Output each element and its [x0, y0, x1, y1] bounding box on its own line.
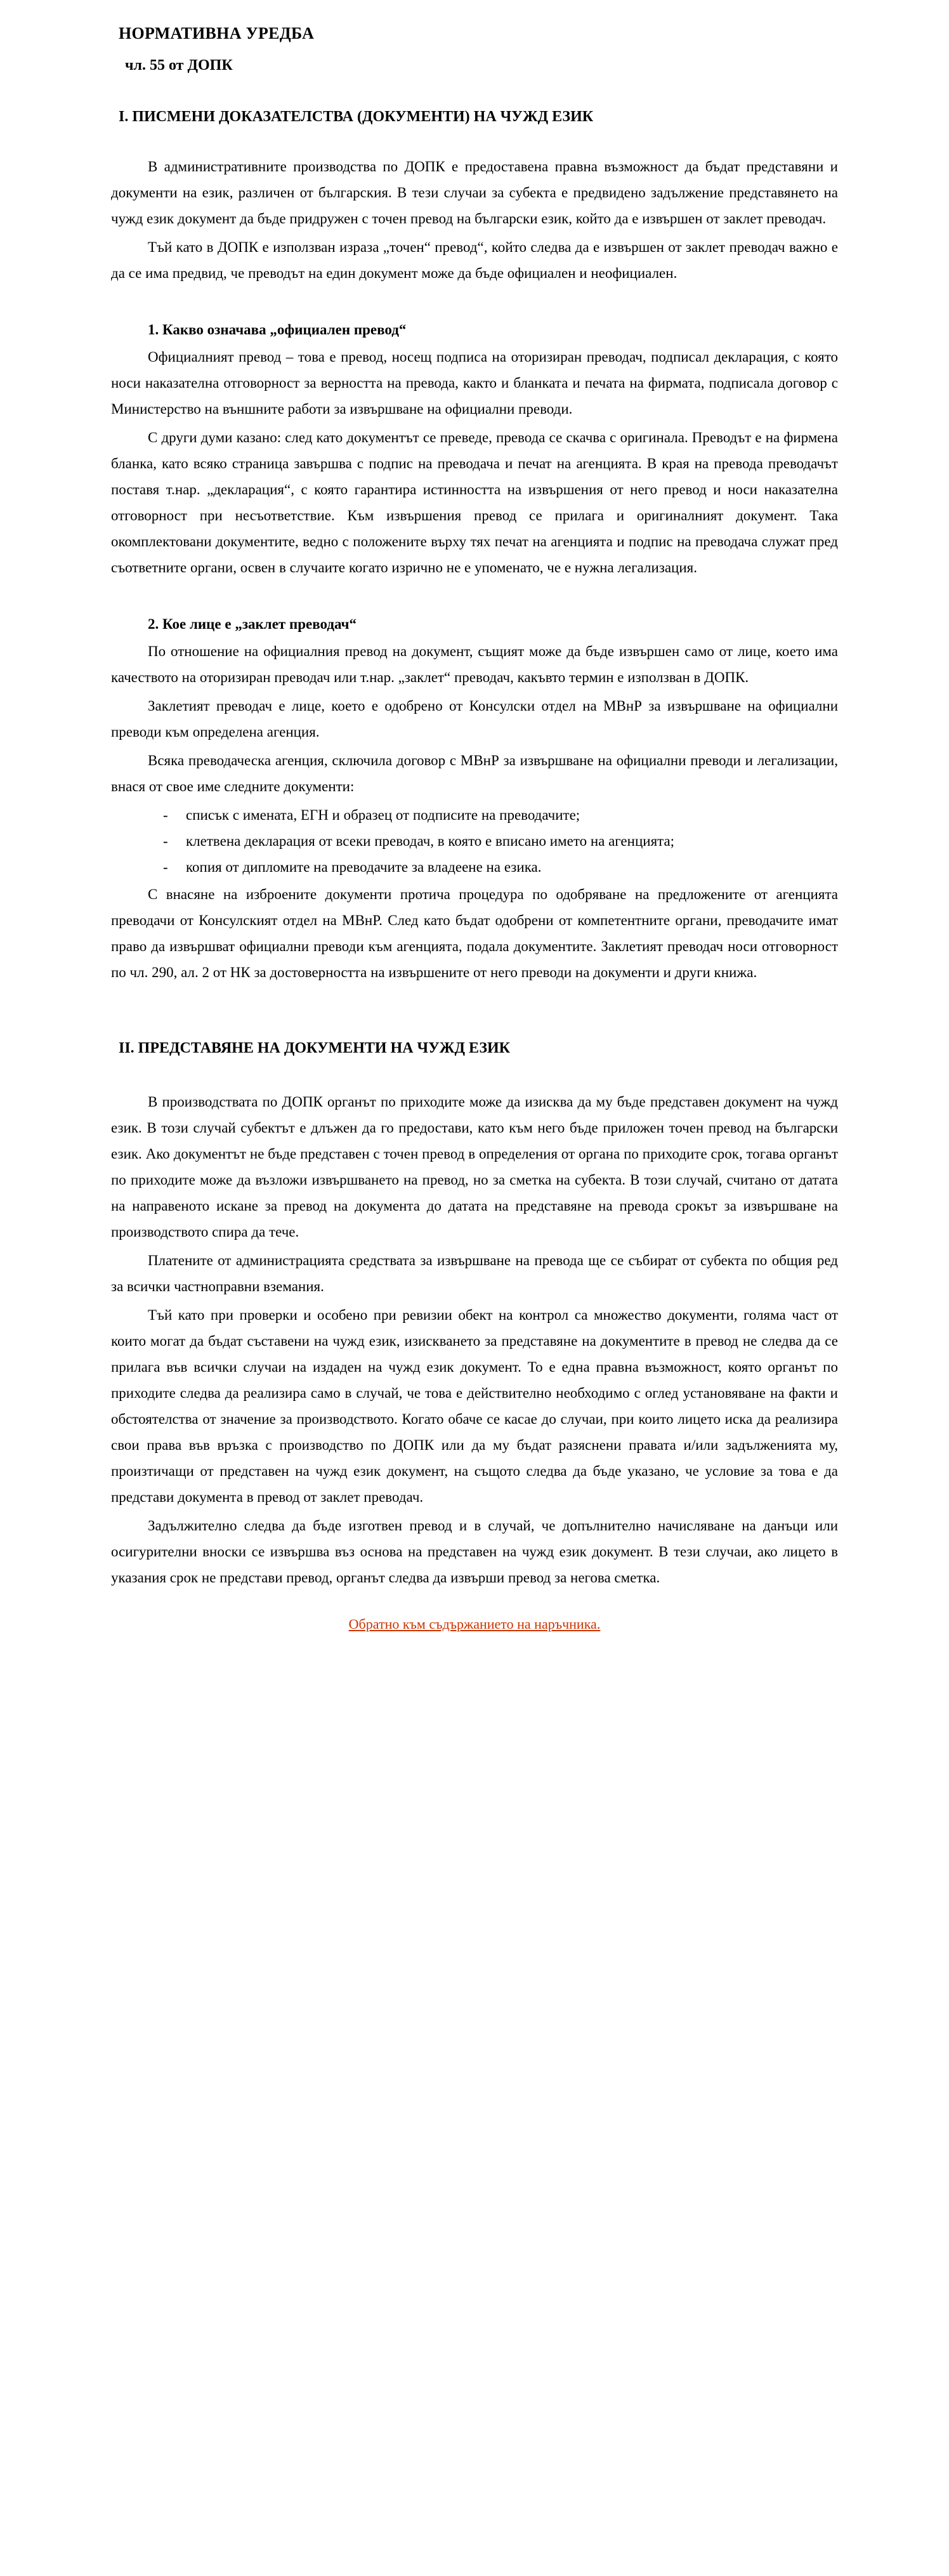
- subsection-1-heading: 1. Какво означава „официален превод“: [148, 322, 407, 338]
- paragraph: Тъй като в ДОПК е използван изразa „точен“ превод“, който следва да е извършен от заклет преводач важно е да се има предвид, че преводът на един документ може да бъде официален и неофициален.: [111, 239, 838, 281]
- footer-back-link-wrapper: [111, 1616, 838, 1633]
- page-subtitle: чл. 55 от ДОПК: [125, 57, 233, 74]
- paragraph: Официалният превод – това е превод, носещ подписа на оторизиран преводач, подписал декларация, с която носи наказателна отговорност за верността на превода, както и бланката и печата на фирмата, подписала договор с Министерство на външните работи за извършване на официални преводи.: [111, 349, 838, 417]
- paragraph: Всяка преводаческа агенция, сключила договор с МВнР за извършване на официални преводи и легализации, внася от свое име следните документи:: [111, 752, 838, 794]
- back-to-contents-link[interactable]: Обратно към съдържанието на наръчника.: [348, 1616, 601, 1632]
- dash-bullet-icon: -: [163, 859, 168, 875]
- section-1-heading: I. ПИСМЕНИ ДОКАЗАТЕЛСТВА (ДОКУМЕНТИ) НА ЧУЖД ЕЗИК: [119, 108, 594, 125]
- dash-bullet-icon: -: [163, 833, 168, 849]
- paragraph: Тъй като при проверки и особено при ревизии обект на контрол са множество документи, голяма част от които могат да бъдат съставени на чужд език, изискването за представяне на документите в превод не следва да се прилага във всички случаи на издаден на чужд език документ. То е една правна възможност, която органът по приходите следва да реализира само в случай, че това е действително необходимо с оглед установяване на факти и обстоятелства от значение за производството. Когато обаче се касае до случаи, при които лицето иска да реализира свои права във връзка с производство по ДОПК или да му бъдат разяснени правата и/или задълженията му, произтичащи от представен на чужд език документ, на същото следва да бъде указано, че условие за това е да представи документа в превод от заклет преводач.: [111, 1307, 838, 1505]
- page-title: НОРМАТИВНА УРЕДБА: [119, 24, 315, 43]
- paragraph: В производствата по ДОПК органът по приходите може да изисква да му бъде представен документ на чужд език. В този случай субектът е длъжен да го предостави, като към него бъде приложен точен превод на български език. Ако документът не бъде представен с точен превод в определения от органа по приходите срок, тогава органът по приходите може да възложи извършването на превод, но за сметка на субекта. В този случай, считано от датата на направеното искане за превод на документа до датата на представяне на превода срокът за извършване на производството спира да тече.: [111, 1094, 838, 1240]
- spacer: [111, 289, 838, 300]
- list-item-label: списък с имената, ЕГН и образец от подписите на преводачите;: [186, 807, 580, 823]
- list-item-label: копия от дипломите на преводачите за владеене на езика.: [186, 859, 542, 875]
- list-item: [111, 802, 838, 828]
- requirements-list: [111, 802, 838, 880]
- paragraph: В административните производства по ДОПК е предоставена правна възможност да бъдат представяни и документи на език, различен от българския. В тези случаи за субекта е предвидено задължение представянето на чужд език документ да бъде придружен с точен превод на български език, който да е извършен от заклет преводач.: [111, 159, 838, 227]
- paragraph: Платените от администрацията средствата за извършване на превода ще се събират от субекта по общия ред за всички частноправни вземания.: [111, 1252, 838, 1294]
- paragraph: С други думи казано: след като документът се преведе, превода се скачва с оригинала. Преводът е на фирмена бланка, като всяко страница завършва с подпис на преводача и печат на агенцията. В края на превода преводачът поставя т.нар. „декларация“, с която гарантира истинността на извършения от него превод и носи наказателна отговорност при несъответствие. Към извършения превод се прилага и оригиналният документ. Така окомплектовани документите, ведно с положените върху тях печат на агенцията и подпис на преводача служат пред съответните органи, освен в случаите когато изрично не е упоменато, че е нужна легализация.: [111, 430, 838, 575]
- spacer: [111, 583, 838, 595]
- list-item-label: клетвена декларация от всеки преводач, в която е вписано името на агенцията;: [186, 833, 675, 849]
- spacer: [111, 988, 838, 1007]
- section-2-heading: II. ПРЕДСТАВЯНЕ НА ДОКУМЕНТИ НА ЧУЖД ЕЗИК: [119, 1040, 511, 1056]
- list-item: [111, 854, 838, 880]
- paragraph: По отношение на официалния превод на документ, същият може да бъде извършен само от лице, което има качеството на оторизиран преводач или т.нар. „заклет“ преводач, какъвто термин е използван в ДОПК.: [111, 643, 838, 685]
- dash-bullet-icon: -: [163, 807, 168, 823]
- subsection-2-heading: 2. Кое лице е „заклет преводач“: [148, 616, 357, 632]
- paragraph: Задължително следва да бъде изготвен превод и в случай, че допълнително начисляване на данъци или осигурителни вноски се извършва въз основа на представен на чужд език документ. В тези случаи, ако лицето в указания срок не представи превод, органът следва да извърши превод за негова сметка.: [111, 1518, 838, 1586]
- paragraph: С внасяне на изброените документи протича процедура по одобряване на предложените от агенцията преводачи от Консулският отдел на МВнР. След като бъдат одобрени от компетентните органи, преводачите имат право да извършват официални преводи към агенцията, подала документите. Заклетият преводач носи отговорност по чл. 290, ал. 2 от НК за достоверността на извършените от него преводи на документи и други книжа.: [111, 886, 838, 980]
- list-item: [111, 828, 838, 854]
- paragraph: Заклетият преводач е лице, което е одобрено от Консулски отдел на МВнР за извършване на официални преводи към определена агенция.: [111, 698, 838, 740]
